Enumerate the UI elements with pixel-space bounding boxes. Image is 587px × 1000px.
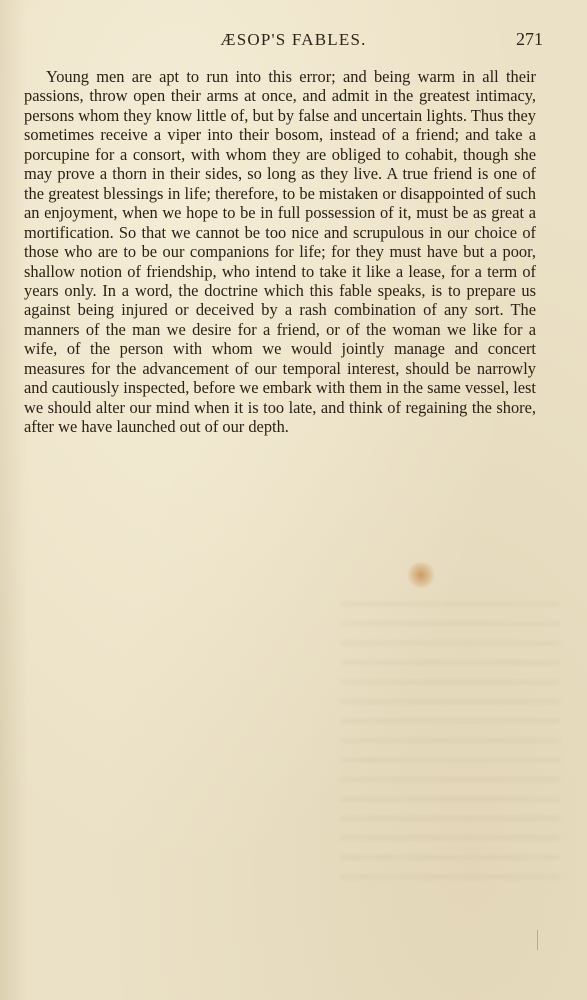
foxing-stain [407, 562, 435, 588]
page-number: 271 [516, 29, 543, 49]
paper-edge-mark [537, 930, 538, 950]
body-paragraph: Young men are apt to run into this error; and being warm in all their passions, throw open their arms at once, and admit in the greatest intimacy, persons whom they know little of, but by false and uncertain lights. Thus they sometimes receive a viper into their bosom, instead of a friend; and take a porcupine for a consort, with whom they are obliged to cohabit, though she may prove a thorn in their sides, so long as they live. A true friend is one of the greatest blessings in life; therefore, to be mistaken or disappointed of such an enjoyment, when we hope to be in full possession of it, must be as great a mortification. So that we cannot be too nice and scrupulous in our choice of those who are to be our companions for life; for they must have but a poor, shallow notion of friendship, who intend to take it like a lease, for a term of years only. In a word, the doctrine which this fable speaks, is to prepare us against being injured or deceived by a rash combination of any sort. The manners of the man we desire for a friend, or of the woman we like for a wife, of the person with whom we would jointly manage and concert measures for the advancement of our temporal interest, should be narrowly and cautiously inspected, before we embark with them in the same vessel, lest we should alter our mind when it is too late, and think of regaining the shore, after we have launched out of our depth. [24, 67, 536, 437]
running-title: ÆSOP'S FABLES. [220, 30, 367, 49]
show-through-text [340, 590, 560, 890]
